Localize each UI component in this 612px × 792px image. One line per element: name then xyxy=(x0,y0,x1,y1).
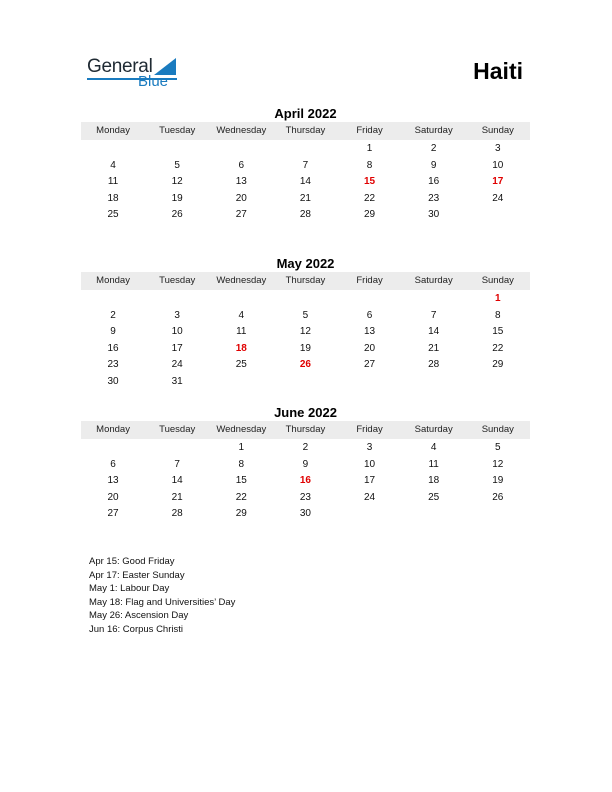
day-cell: 23 xyxy=(107,359,119,371)
day-cell: 20 xyxy=(235,192,247,204)
day-cell: 22 xyxy=(364,192,376,204)
day-cell: 10 xyxy=(364,458,376,470)
day-cell: 8 xyxy=(495,309,501,321)
weekday-header: Thursday xyxy=(285,275,326,286)
day-cell: 16 xyxy=(428,176,440,188)
day-cell: 8 xyxy=(366,159,373,171)
holiday-list-item: Jun 16: Corpus Christi xyxy=(89,623,183,635)
day-cell: 27 xyxy=(364,359,376,371)
weekday-header: Sunday xyxy=(481,125,514,136)
day-cell: 14 xyxy=(171,475,183,487)
holiday-list-item: Apr 15: Good Friday xyxy=(89,556,175,567)
day-cell: 3 xyxy=(366,442,373,453)
day-cell: 25 xyxy=(235,359,247,371)
weekday-header: Sunday xyxy=(481,275,514,286)
day-cell: 25 xyxy=(107,209,119,221)
day-cell: 2 xyxy=(302,442,309,453)
day-cell xyxy=(209,374,273,391)
day-cell: 29 xyxy=(235,508,247,520)
day-cell: 26 xyxy=(171,209,183,221)
day-cell: 9 xyxy=(302,458,309,470)
page-header xyxy=(0,0,612,100)
day-cell: 23 xyxy=(299,491,311,503)
day-cell: 18 xyxy=(428,475,440,487)
week-row xyxy=(81,308,530,325)
weekday-header: Monday xyxy=(96,424,130,435)
day-cell: 3 xyxy=(174,309,180,321)
logo-blue-text: Blue xyxy=(138,73,169,90)
week-row xyxy=(81,141,530,158)
day-cell: 27 xyxy=(235,209,247,221)
logo-general-text: General xyxy=(87,56,153,77)
day-cell: 25 xyxy=(428,491,440,503)
day-cell: 1 xyxy=(366,143,373,154)
day-cell: 11 xyxy=(428,458,439,470)
day-cell: 28 xyxy=(428,359,440,371)
day-cell: 15 xyxy=(492,326,504,338)
day-cell: 14 xyxy=(299,176,311,188)
day-cell: 5 xyxy=(174,159,180,171)
month-title: April 2022 xyxy=(274,106,337,121)
day-cell: 7 xyxy=(430,309,437,321)
holiday-list xyxy=(89,555,235,637)
day-cell: 17 xyxy=(364,475,376,487)
day-cell: 24 xyxy=(171,359,183,371)
day-cell: 20 xyxy=(107,491,119,503)
day-cell: 24 xyxy=(364,491,376,503)
day-cell: 26 xyxy=(492,491,504,503)
day-cell: 6 xyxy=(238,159,245,171)
day-cell: 27 xyxy=(107,508,119,520)
day-cell: 24 xyxy=(492,192,504,204)
weekday-header: Tuesday xyxy=(159,275,196,286)
day-cell: 12 xyxy=(492,458,504,470)
day-cell xyxy=(402,291,466,308)
month-title: June 2022 xyxy=(274,405,337,420)
week-row xyxy=(81,341,530,358)
day-cell xyxy=(273,141,337,158)
day-cell xyxy=(466,374,530,391)
weekday-header: Saturday xyxy=(414,424,453,435)
month-calendar-june xyxy=(81,405,530,523)
day-cell: 11 xyxy=(236,326,247,338)
week-row xyxy=(81,324,530,341)
day-cell xyxy=(209,141,273,158)
day-cell: 29 xyxy=(492,359,504,371)
day-cell: 29 xyxy=(364,209,376,221)
day-cell: 21 xyxy=(428,342,440,354)
day-cell xyxy=(466,506,530,523)
day-cell: 31 xyxy=(171,375,183,387)
day-cell: 22 xyxy=(235,491,247,503)
day-cell: 8 xyxy=(238,458,245,470)
day-cell xyxy=(81,440,145,457)
holiday-list-item: May 18: Flag and Universities’ Day xyxy=(89,596,236,608)
day-cell xyxy=(145,440,209,457)
week-row xyxy=(81,158,530,175)
day-cell xyxy=(273,291,337,308)
week-row xyxy=(81,506,530,523)
generalblue-logo xyxy=(87,56,197,92)
weekday-header: Friday xyxy=(356,424,383,435)
day-cell: 22 xyxy=(492,342,504,354)
day-cell: 13 xyxy=(107,475,119,487)
holiday-list-item: May 26: Ascension Day xyxy=(89,610,189,622)
day-cell xyxy=(402,374,466,391)
day-cell: 23 xyxy=(428,192,440,204)
holiday-day-cell: 26 xyxy=(299,359,311,371)
holiday-day-cell: 1 xyxy=(495,293,501,304)
weekday-header: Wednesday xyxy=(216,125,267,136)
day-cell xyxy=(209,291,273,308)
month-title: May 2022 xyxy=(276,256,335,271)
day-cell: 10 xyxy=(171,326,183,338)
month-calendar-april xyxy=(81,106,530,224)
week-row xyxy=(81,490,530,507)
day-cell: 19 xyxy=(492,475,504,487)
week-row xyxy=(81,440,530,457)
week-row xyxy=(81,473,530,490)
weekday-header: Thursday xyxy=(285,125,326,136)
day-cell xyxy=(338,374,402,391)
weekday-header: Wednesday xyxy=(216,424,267,435)
day-cell: 30 xyxy=(107,375,119,387)
weekday-header: Friday xyxy=(356,125,383,136)
holiday-day-cell: 16 xyxy=(299,475,311,487)
holiday-day-cell: 17 xyxy=(492,176,504,188)
week-row xyxy=(81,191,530,208)
day-cell: 9 xyxy=(430,159,437,171)
day-cell: 5 xyxy=(495,442,501,453)
day-cell xyxy=(338,506,402,523)
week-row xyxy=(81,291,530,308)
day-cell: 19 xyxy=(171,192,183,204)
weekday-header-row xyxy=(81,122,530,140)
day-cell xyxy=(81,141,145,158)
weekday-header: Thursday xyxy=(285,424,326,435)
day-cell: 2 xyxy=(430,143,437,154)
day-cell xyxy=(466,207,530,224)
day-cell: 28 xyxy=(171,508,183,520)
day-cell: 4 xyxy=(238,309,245,321)
day-cell: 7 xyxy=(174,458,180,470)
month-calendar-may xyxy=(81,256,530,391)
holiday-list-item: Apr 17: Easter Sunday xyxy=(89,569,185,581)
day-cell: 9 xyxy=(110,326,116,338)
weekday-header: Tuesday xyxy=(159,424,196,435)
day-cell: 4 xyxy=(430,442,437,453)
weekday-header: Saturday xyxy=(414,125,453,136)
day-cell: 18 xyxy=(107,192,119,204)
weekday-header: Monday xyxy=(96,125,130,136)
day-cell: 21 xyxy=(299,192,311,204)
day-cell xyxy=(81,291,145,308)
day-cell: 10 xyxy=(492,159,504,171)
weekday-header: Saturday xyxy=(414,275,453,286)
day-cell: 28 xyxy=(299,209,311,221)
holiday-day-cell: 15 xyxy=(364,176,376,188)
day-cell: 13 xyxy=(364,326,376,338)
day-cell: 13 xyxy=(235,176,247,188)
weekday-header-row xyxy=(81,272,530,290)
day-cell: 6 xyxy=(366,309,373,321)
country-title: Haiti xyxy=(473,58,523,84)
day-cell: 3 xyxy=(495,143,501,154)
day-cell: 11 xyxy=(107,176,119,188)
day-cell xyxy=(338,291,402,308)
weekday-header: Tuesday xyxy=(159,125,196,136)
day-cell: 5 xyxy=(302,309,309,321)
day-cell: 21 xyxy=(171,491,183,503)
weekday-header: Wednesday xyxy=(216,275,267,286)
day-cell: 20 xyxy=(364,342,376,354)
day-cell: 12 xyxy=(299,326,311,338)
weekday-header: Friday xyxy=(356,275,383,286)
day-cell: 4 xyxy=(110,159,116,171)
day-cell: 12 xyxy=(171,176,183,188)
day-cell xyxy=(145,291,209,308)
day-cell: 30 xyxy=(299,508,311,520)
weekday-header: Monday xyxy=(96,275,130,286)
day-cell: 1 xyxy=(238,442,245,453)
week-row xyxy=(81,357,530,374)
day-cell: 7 xyxy=(302,159,309,171)
weekday-header-row xyxy=(81,421,530,439)
day-cell xyxy=(273,374,337,391)
day-cell xyxy=(402,506,466,523)
day-cell: 30 xyxy=(428,209,440,221)
day-cell: 2 xyxy=(110,309,116,321)
week-row xyxy=(81,457,530,474)
day-cell: 6 xyxy=(110,458,116,470)
day-cell: 15 xyxy=(235,475,247,487)
week-row xyxy=(81,174,530,191)
day-cell: 14 xyxy=(428,326,440,338)
day-cell xyxy=(145,141,209,158)
day-cell: 17 xyxy=(171,342,183,354)
holiday-list-item: May 1: Labour Day xyxy=(89,583,170,595)
week-row xyxy=(81,207,530,224)
weekday-header: Sunday xyxy=(481,424,514,435)
week-row xyxy=(81,374,530,391)
holiday-day-cell: 18 xyxy=(235,342,247,354)
day-cell: 19 xyxy=(299,342,311,354)
day-cell: 16 xyxy=(107,342,119,354)
